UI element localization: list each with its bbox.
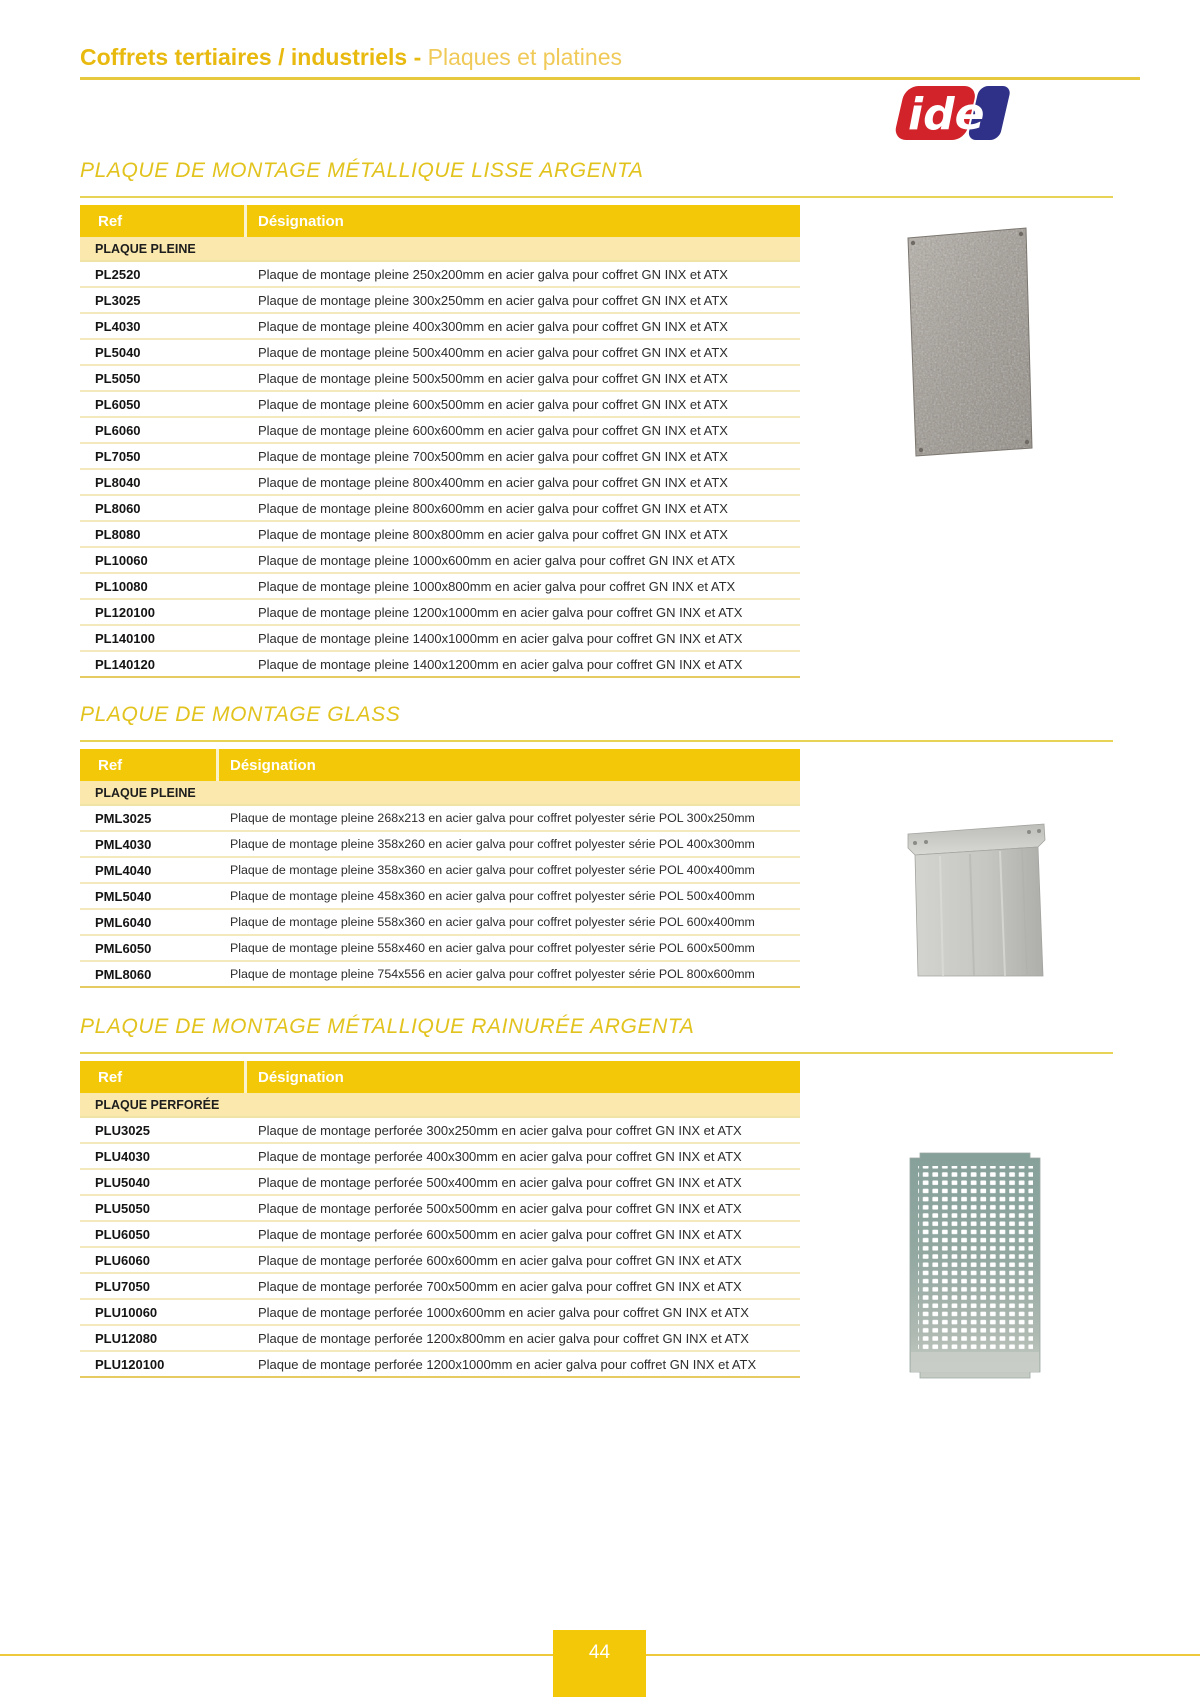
- ref-cell: PLU10060: [95, 1304, 158, 1320]
- designation-cell: Plaque de montage perforée 700x500mm en acier galva pour coffret GN INX et ATX: [258, 1278, 742, 1294]
- table-row: [80, 366, 800, 392]
- ref-cell: PL2520: [95, 266, 141, 282]
- table-row: [80, 574, 800, 600]
- designation-cell: Plaque de montage pleine 1000x800mm en acier galva pour coffret GN INX et ATX: [258, 578, 736, 594]
- designation-cell: Plaque de montage perforée 1200x1000mm en acier galva pour coffret GN INX et ATX: [258, 1356, 757, 1372]
- designation-cell: Plaque de montage pleine 600x500mm en acier galva pour coffret GN INX et ATX: [258, 396, 728, 412]
- table-row: [80, 626, 800, 652]
- ref-cell: PLU120100: [95, 1356, 165, 1372]
- table-row: [80, 936, 800, 962]
- column-header-ref: Ref: [80, 205, 247, 237]
- page-subtitle: Plaques et platines: [427, 44, 622, 70]
- section-title: PLAQUE DE MONTAGE MÉTALLIQUE LISSE ARGENTA: [80, 159, 644, 182]
- table-row: [80, 1222, 800, 1248]
- table-row: [80, 652, 800, 678]
- ref-cell: PL5050: [95, 370, 141, 386]
- table-row: [80, 600, 800, 626]
- column-header-designation: Désignation: [230, 756, 316, 774]
- ref-cell: PLU4030: [95, 1148, 150, 1164]
- designation-cell: Plaque de montage pleine 458x360 en acier galva pour coffret polyester série POL 500x400mm: [230, 889, 755, 903]
- table-row: [80, 1118, 800, 1144]
- designation-cell: Plaque de montage pleine 558x460 en acier galva pour coffret polyester série POL 600x500mm: [230, 941, 755, 955]
- product-table-rainuree: [80, 1061, 800, 1378]
- designation-cell: Plaque de montage perforée 600x600mm en acier galva pour coffret GN INX et ATX: [258, 1252, 742, 1268]
- product-table-lisse: [80, 205, 800, 678]
- column-header-ref: Ref: [80, 749, 219, 781]
- designation-cell: Plaque de montage pleine 800x800mm en acier galva pour coffret GN INX et ATX: [258, 526, 728, 542]
- designation-cell: Plaque de montage perforée 500x500mm en acier galva pour coffret GN INX et ATX: [258, 1200, 742, 1216]
- ref-cell: PL7050: [95, 448, 141, 464]
- ref-cell: PML6040: [95, 914, 152, 930]
- table-row: [80, 288, 800, 314]
- table-row: [80, 1352, 800, 1378]
- ref-cell: PLU6050: [95, 1226, 150, 1242]
- table-body: [80, 1118, 800, 1378]
- ref-cell: PL4030: [95, 318, 141, 334]
- ref-cell: PLU3025: [95, 1122, 150, 1138]
- designation-cell: Plaque de montage pleine 800x600mm en acier galva pour coffret GN INX et ATX: [258, 500, 728, 516]
- ref-cell: PML5040: [95, 888, 152, 904]
- designation-cell: Plaque de montage pleine 500x400mm en acier galva pour coffret GN INX et ATX: [258, 344, 728, 360]
- ref-cell: PLU5040: [95, 1174, 150, 1190]
- designation-cell: Plaque de montage pleine 1200x1000mm en acier galva pour coffret GN INX et ATX: [258, 604, 743, 620]
- table-row: [80, 470, 800, 496]
- table-row: [80, 1326, 800, 1352]
- ref-cell: PLU7050: [95, 1278, 150, 1294]
- ref-cell: PL8060: [95, 500, 141, 516]
- table-row: [80, 1300, 800, 1326]
- ref-cell: PL5040: [95, 344, 141, 360]
- ref-cell: PL3025: [95, 292, 141, 308]
- ref-cell: PLU12080: [95, 1330, 158, 1346]
- table-row: [80, 832, 800, 858]
- table-row: [80, 806, 800, 832]
- table-row: [80, 418, 800, 444]
- designation-cell: Plaque de montage perforée 1200x800mm en acier galva pour coffret GN INX et ATX: [258, 1330, 749, 1346]
- table-row: [80, 314, 800, 340]
- ref-cell: PML6050: [95, 940, 152, 956]
- section-divider: [80, 196, 1113, 198]
- table-group-row: PLAQUE PLEINE: [80, 781, 800, 806]
- ref-cell: PML3025: [95, 810, 152, 826]
- designation-cell: Plaque de montage pleine 358x360 en acier galva pour coffret polyester série POL 400x400mm: [230, 863, 755, 877]
- header-divider: [80, 77, 1140, 80]
- table-group-row: PLAQUE PLEINE: [80, 237, 800, 262]
- ref-cell: PML4030: [95, 836, 152, 852]
- table-row: [80, 962, 800, 988]
- page-title: Coffrets tertiaires / industriels -: [80, 44, 422, 70]
- table-header: [80, 749, 800, 781]
- smooth-plate-flange-photo: [900, 820, 1052, 978]
- section-divider: [80, 740, 1113, 742]
- table-row: [80, 858, 800, 884]
- designation-cell: Plaque de montage perforée 500x400mm en acier galva pour coffret GN INX et ATX: [258, 1174, 742, 1190]
- designation-cell: Plaque de montage pleine 500x500mm en acier galva pour coffret GN INX et ATX: [258, 370, 728, 386]
- table-row: [80, 444, 800, 470]
- table-row: [80, 1274, 800, 1300]
- designation-cell: Plaque de montage pleine 358x260 en acier galva pour coffret polyester série POL 400x300mm: [230, 837, 755, 851]
- ref-cell: PL6060: [95, 422, 141, 438]
- table-row: [80, 522, 800, 548]
- ref-cell: PLU6060: [95, 1252, 150, 1268]
- table-header: [80, 1061, 800, 1093]
- ref-cell: PML4040: [95, 862, 152, 878]
- designation-cell: Plaque de montage pleine 1400x1200mm en acier galva pour coffret GN INX et ATX: [258, 656, 743, 672]
- designation-cell: Plaque de montage perforée 1000x600mm en acier galva pour coffret GN INX et ATX: [258, 1304, 749, 1320]
- ref-cell: PL8080: [95, 526, 141, 542]
- ref-cell: PL8040: [95, 474, 141, 490]
- ref-cell: PML8060: [95, 966, 152, 982]
- page-number-badge: [553, 1630, 646, 1697]
- column-header-designation: Désignation: [258, 1068, 344, 1086]
- designation-cell: Plaque de montage pleine 700x500mm en acier galva pour coffret GN INX et ATX: [258, 448, 728, 464]
- ref-cell: PL10080: [95, 578, 148, 594]
- section-title: PLAQUE DE MONTAGE MÉTALLIQUE RAINURÉE ARGENTA: [80, 1015, 695, 1038]
- ide-logo-text: ide: [908, 89, 985, 140]
- designation-cell: Plaque de montage pleine 754x556 en acier galva pour coffret polyester série POL 800x600mm: [230, 967, 755, 981]
- ref-cell: PLU5050: [95, 1200, 150, 1216]
- perforated-plate-photo: [902, 1146, 1048, 1386]
- designation-cell: Plaque de montage pleine 558x360 en acier galva pour coffret polyester série POL 600x400mm: [230, 915, 755, 929]
- designation-cell: Plaque de montage perforée 400x300mm en acier galva pour coffret GN INX et ATX: [258, 1148, 742, 1164]
- table-row: [80, 392, 800, 418]
- designation-cell: Plaque de montage pleine 1400x1000mm en acier galva pour coffret GN INX et ATX: [258, 630, 743, 646]
- section-title: PLAQUE DE MONTAGE GLASS: [80, 703, 401, 726]
- designation-cell: Plaque de montage perforée 600x500mm en acier galva pour coffret GN INX et ATX: [258, 1226, 742, 1242]
- ref-cell: PL120100: [95, 604, 155, 620]
- table-row: [80, 340, 800, 366]
- designation-cell: Plaque de montage perforée 300x250mm en acier galva pour coffret GN INX et ATX: [258, 1122, 742, 1138]
- designation-cell: Plaque de montage pleine 268x213 en acier galva pour coffret polyester série POL 300x250mm: [230, 811, 755, 825]
- ref-cell: PL6050: [95, 396, 141, 412]
- product-table-glass: [80, 749, 800, 988]
- table-row: [80, 910, 800, 936]
- column-header-designation: Désignation: [258, 212, 344, 230]
- table-body: [80, 806, 800, 988]
- table-row: [80, 884, 800, 910]
- designation-cell: Plaque de montage pleine 600x600mm en acier galva pour coffret GN INX et ATX: [258, 422, 728, 438]
- table-row: [80, 1196, 800, 1222]
- ref-cell: PL140120: [95, 656, 155, 672]
- designation-cell: Plaque de montage pleine 1000x600mm en acier galva pour coffret GN INX et ATX: [258, 552, 736, 568]
- section-divider: [80, 1052, 1113, 1054]
- designation-cell: Plaque de montage pleine 400x300mm en acier galva pour coffret GN INX et ATX: [258, 318, 728, 334]
- table-group-row: PLAQUE PERFORÉE: [80, 1093, 800, 1118]
- table-row: [80, 1170, 800, 1196]
- page-header: [80, 44, 622, 71]
- designation-cell: Plaque de montage pleine 300x250mm en acier galva pour coffret GN INX et ATX: [258, 292, 728, 308]
- table-row: [80, 548, 800, 574]
- ref-cell: PL140100: [95, 630, 155, 646]
- table-row: [80, 1144, 800, 1170]
- ref-cell: PL10060: [95, 552, 148, 568]
- designation-cell: Plaque de montage pleine 800x400mm en acier galva pour coffret GN INX et ATX: [258, 474, 728, 490]
- designation-cell: Plaque de montage pleine 250x200mm en acier galva pour coffret GN INX et ATX: [258, 266, 728, 282]
- table-row: [80, 496, 800, 522]
- page-number: 44: [588, 1642, 611, 1663]
- galvanized-speckled-plate-photo: [898, 222, 1040, 462]
- table-body: [80, 262, 800, 678]
- table-row: [80, 1248, 800, 1274]
- table-row: [80, 262, 800, 288]
- column-header-ref: Ref: [80, 1061, 247, 1093]
- ide-logo: [888, 84, 1010, 142]
- table-header: [80, 205, 800, 237]
